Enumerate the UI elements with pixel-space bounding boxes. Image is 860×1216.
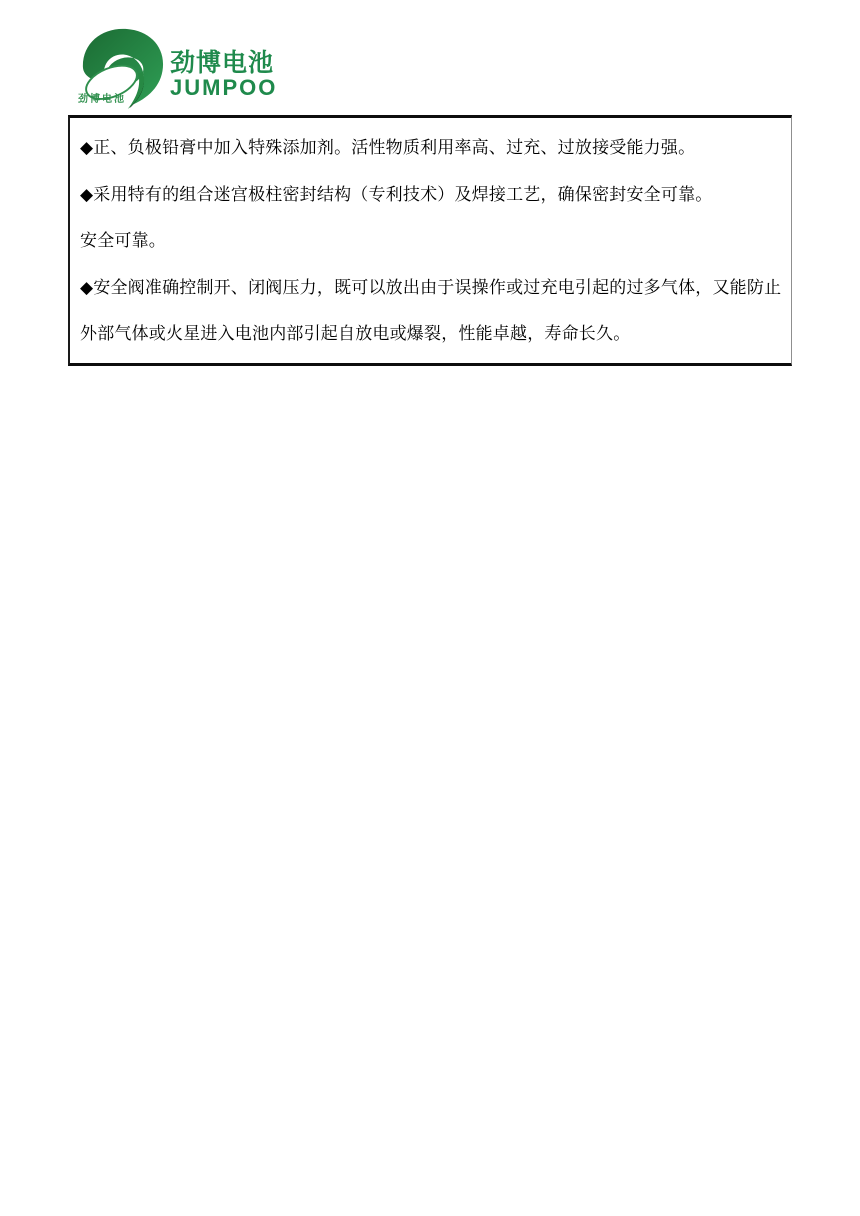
feature-line-2: ◆采用特有的组合迷宫极柱密封结构（专利技术）及焊接工艺，确保密封安全可靠。 [80, 184, 713, 204]
feature-text-box [68, 115, 792, 366]
jumpoo-swirl-icon [74, 26, 170, 110]
feature-line-4: ◆安全阀准确控制开、闭阀压力，既可以放出由于误操作或过充电引起的过多气体，又能防止 [80, 277, 782, 297]
logo-icon-text: 劲博电池 [78, 94, 126, 105]
feature-line-1: ◆正、负极铅膏中加入特殊添加剂。活性物质利用率高、过充、过放接受能力强。 [80, 138, 696, 157]
brand-name-chinese: 劲博电池 [170, 49, 275, 77]
brand-name-english: JUMPOO [170, 75, 278, 100]
company-logo [74, 26, 294, 110]
feature-line-5: 外部气体或火星进入电池内部引起自放电或爆裂，性能卓越，寿命长久。 [80, 324, 631, 343]
logo-wordmark [170, 50, 300, 100]
feature-line-3: 安全可靠。 [80, 231, 166, 250]
